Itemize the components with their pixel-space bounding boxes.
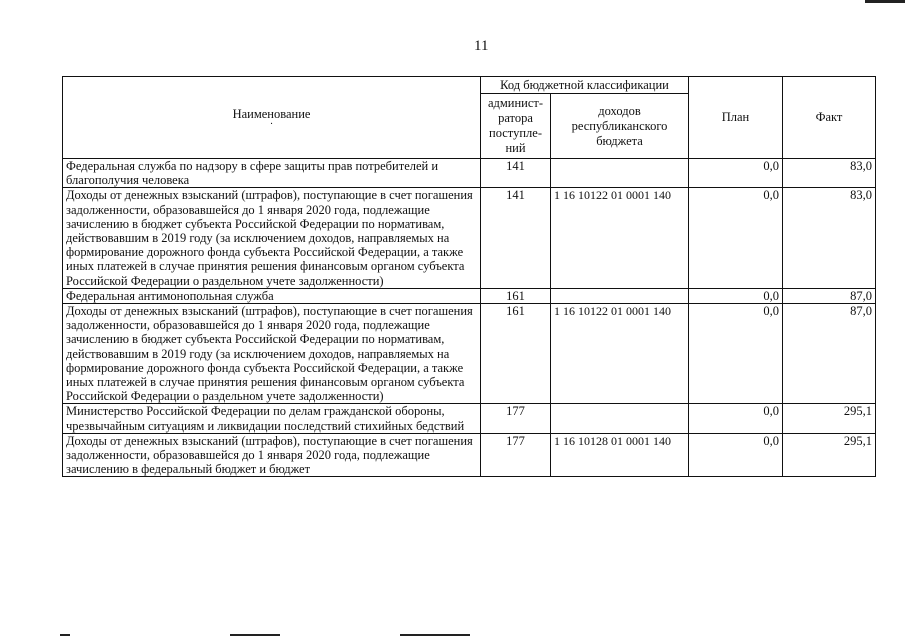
row-fact-cell: 87,0	[783, 288, 876, 303]
table-row	[63, 404, 876, 433]
row-fact-cell: 295,1	[783, 433, 876, 477]
row-revenue-code-cell	[551, 159, 689, 188]
row-revenue-code-cell: 1 16 10128 01 0001 140	[551, 433, 689, 477]
row-plan-cell: 0,0	[689, 404, 783, 433]
row-name-cell: Доходы от денежных взысканий (штрафов), поступающие в счет погашения задолженности, образовавшейся до 1 января 2020 года, подлежащие зачислению в бюджет субъекта Российской Федерации по нормативам, действовавшим в 2019 году (за исключением доходов, направляемых на формирование дорожного фонда субъекта Российской Федерации, а также иных платежей в случае принятия решения финансовым органом субъекта Российской Федерации о раздельном учете задолженности)	[63, 304, 481, 404]
row-revenue-code-cell: 1 16 10122 01 0001 140	[551, 304, 689, 404]
row-admin-code-cell: 177	[481, 404, 551, 433]
header-revenue-code: доходов республиканского бюджета	[551, 94, 689, 159]
row-fact-cell: 295,1	[783, 404, 876, 433]
row-admin-code-cell: 141	[481, 159, 551, 188]
budget-revenue-table	[62, 76, 876, 477]
row-plan-cell: 0,0	[689, 304, 783, 404]
row-plan-cell: 0,0	[689, 288, 783, 303]
page-bottom-edge	[60, 634, 880, 640]
header-admin-code: админист-ратора поступле-ний	[481, 94, 551, 159]
row-revenue-code-cell: 1 16 10122 01 0001 140	[551, 188, 689, 288]
row-name-cell: Федеральная служба по надзору в сфере защиты прав потребителей и благополучия человека	[63, 159, 481, 188]
row-admin-code-cell: 161	[481, 304, 551, 404]
page-number: 11	[474, 38, 489, 54]
table-row	[63, 159, 876, 188]
header-fact: Факт	[783, 77, 876, 159]
row-name-cell: Доходы от денежных взысканий (штрафов), поступающие в счет погашения задолженности, образовавшейся до 1 января 2020 года, подлежащие зачислению в федеральный бюджет и бюджет	[63, 433, 481, 477]
row-fact-cell: 83,0	[783, 159, 876, 188]
header-code-group: Код бюджетной классификации	[481, 77, 689, 94]
row-admin-code-cell: 161	[481, 288, 551, 303]
table-row	[63, 304, 876, 404]
row-fact-cell: 83,0	[783, 188, 876, 288]
table-row	[63, 433, 876, 477]
row-revenue-code-cell	[551, 288, 689, 303]
row-admin-code-cell: 177	[481, 433, 551, 477]
row-admin-code-cell: 141	[481, 188, 551, 288]
row-plan-cell: 0,0	[689, 159, 783, 188]
table-row	[63, 288, 876, 303]
row-revenue-code-cell	[551, 404, 689, 433]
header-name: Наименование ·	[63, 77, 481, 159]
row-plan-cell: 0,0	[689, 188, 783, 288]
table-row	[63, 188, 876, 288]
row-name-cell: Доходы от денежных взысканий (штрафов), поступающие в счет погашения задолженности, образовавшейся до 1 января 2020 года, подлежащие зачислению в бюджет субъекта Российской Федерации по нормативам, действовавшим в 2019 году (за исключением доходов, направляемых на формирование дорожного фонда субъекта Российской Федерации, а также иных платежей в случае принятия решения финансовым органом субъекта Российской Федерации о раздельном учете задолженности)	[63, 188, 481, 288]
header-plan: План	[689, 77, 783, 159]
row-name-cell: Министерство Российской Федерации по делам гражданской обороны, чрезвычайным ситуациям и ликвидации последствий стихийных бедствий	[63, 404, 481, 433]
row-plan-cell: 0,0	[689, 433, 783, 477]
row-fact-cell: 87,0	[783, 304, 876, 404]
scan-corner-mark	[865, 0, 905, 3]
row-name-cell: Федеральная антимонопольная служба	[63, 288, 481, 303]
